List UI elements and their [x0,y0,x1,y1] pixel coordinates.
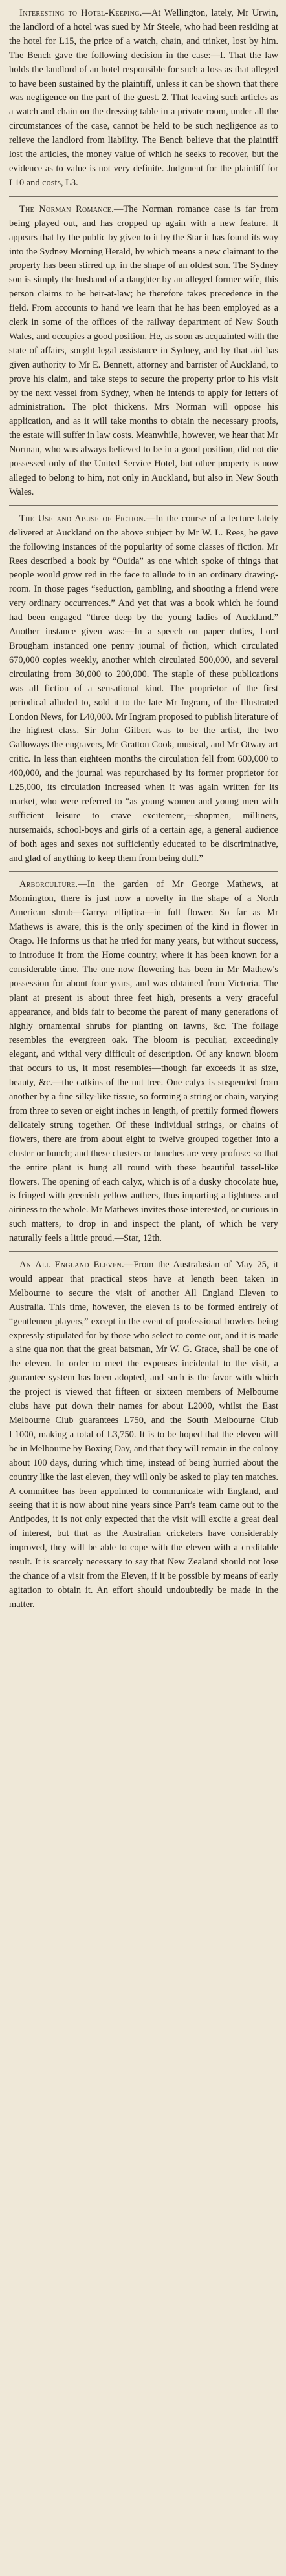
section-divider [9,196,278,197]
section-divider [9,871,278,872]
article-paragraph [9,512,278,866]
article-heading: Arborculture. [19,879,78,890]
article-norman-romance [9,203,278,500]
article-body: —In the garden of Mr George Mathews, at Mornington, there is just now a novelty in the shape of a North American shrub—Garrya elliptica—in full flower. So far as Mr Mathews is aware, this is the only specimen of the kind in flower in Otago. He informs us that he tried for many years, but without success, to introduce it from the Home country, where it has been known for a considerable time. The one now flowering has been in Mr Mathew's possession for about four years, and was obtained from Victoria. The plant at present is about three feet high, presents a very graceful appearance, and bids fair to become the parent of many generations of highly ornamental shrubs for planting on lawns, &c. The foliage resembles the evergreen oak. The bloom is peculiar, exceedingly elegant, and withal very difficult of description. Of any known bloom that occurs to us, it most resembles—though far exceeds it as size, beauty, &c.—the catkins of the nut tree. One calyx is suspended from another by a fine silky-like tissue, so forming a string or chain, varying from three to seven or eight inches in length, of prettily formed flowers delicately strung together. Of these individual strings, or chains of flowers, there are from about eight to twelve grouped together into a cluster or bunch; and these clusters or bunches are very profuse: so that the entire plant is hung all round with these beautiful tassel-like flowers. The opening of each calyx, which is of a dusky chocolate hue, is fringed with greenish yellow anthers, thus imparting a lightness and airiness to the whole. Mr Mathews invites those interested, or curious in such matters, to drop in and inspect the plant, of which he very naturally feels a little proud.—Star, 12th. [9,879,278,1244]
article-body: —The Norman romance case is far from being played out, and has cropped up again with a new feature. It appears that by the public by given to it by the Star it has found its way into the Sydney Morning Herald, by which means a new claimant to the property has been stirred up, in the shape of an oldest son. The Sydney son is simply the husband of a daughter by an alleged former wife, this person claims to be heir-at-law; he therefore takes precedence in the field. From accounts to hand we learn that he has been employed as a clerk in some of the offices of the railway department of New South Wales, and occupies a good position. He, as soon as acquainted with the state of affairs, sought legal assistance in Sydney, and by that aid has given authority to Mr E. Bennett, attorney and barrister of Auckland, to prove his claim, and take steps to secure the property prior to his visit by the next vessel from Sydney, when he intends to apply for letters of administration. The plot thickens. Mrs Norman will oppose his application, and as it will take months to obtain the necessary proofs, the estate will suffer in law costs. Meanwhile, however, we hear that Mr Norman, who was always believed to be in a good position, did not die possessed only of the United Service Hotel, but other property is now alleged to belong to him, not only in Auckland, but also in New South Wales. [9,203,278,497]
article-hotel-keeping [9,6,278,191]
article-paragraph [9,1258,278,1612]
article-all-england-eleven [9,1258,278,1612]
article-body: —In the course of a lecture lately delivered at Auckland on the above subject by Mr W. L. Rees, he gave the following instances of the popularity of some classes of fiction. Mr Rees described a book by “Ouida” as one which spoke of things that people would grow red in the face to allude to in an ordinary drawing-room. In those pages “seduction, gambling, and shooting a friend were very ordinary occurrences.” And yet that was a book which he found had been engaged “three deep by the young ladies of Auckland.” Another instance given was:—In a speech on paper duties, Lord Brougham instanced one penny journal of fiction, which circulated 670,000 copies weekly, another which circulated 500,000, and several circulating from 30,000 to 200,000. The staple of these publications was all fiction of a sensational kind. The proprietor of the first periodical alluded to, sold it to the late Mr Ingram, of the Illustrated London News, for L40,000. Mr Ingram proposed to publish literature of the highest class. Sir John Gilbert was to be the artist, the two Galloways the engravers, Mr Gratton Cook, musical, and Mr Otway art critic. In less than eighteen months the circulation fell from 600,000 to 400,000, and the journal was repurchased by its former proprietor for L25,000, its circulation increased when it was again written for its market, who were referred to “as young women and young men with sufficient leisure to crave excitement,—shopmen, milliners, nursemaids, school-boys and girls of a certain age, a general audience of both ages and sexes not sufficiently educated to be discriminative, and glad of anything to keep them from being dull.” [9,513,278,864]
article-body: —At Wellington, lately, Mr Urwin, the landlord of a hotel was sued by Mr Steele, who had been residing at the hotel for L15, the price of a watch, chain, and trinket, lost by him. The Bench gave the following decision in the case:—I. That the law holds the landlord of an hotel responsible for such a loss as that alleged to have been sustained by the plaintiff, unless it can be shown that there was negligence on the part of the guest. 2. That leaving such articles as a watch and chain on the dressing table in a private room, under all the circumstances of the case, cannot be held to be such negligence as to relieve the landlord from liability. The Bench believe that the plaintiff lost the articles, the money value of which he seeks to recover, but the evidence as to value is not very definite. Judgment for the plaintiff for L10 and costs, L3. [9,8,278,188]
section-divider [9,505,278,506]
article-heading: The Norman Romance. [19,203,115,214]
article-paragraph [9,6,278,191]
article-heading: Interesting to Hotel-Keeping. [19,8,142,18]
article-body: —From the Australasian of May 25, it would appear that practical steps have at length been taken in Melbourne to secure the visit of another All England Eleven to Australia. This time, however, the eleven is to be formed entirely of “gentlemen players,” except in the event of professional bowlers being expressly stipulated for by those who select to come out, and it is made a sine qua non that the great batsman, Mr W. G. Grace, shall be one of the eleven. In order to meet the expenses incidental to the visit, a guarantee system has been adopted, and such is the favor with which the project is viewed that fifteen or sixteen members of Melbourne clubs have put down their names for about L2000, whilst the East Melbourne Club guarantees L750, and the South Melbourne Club L1000, making a total of L3,750. It is to be hoped that the eleven will be in Melbourne by Boxing Day, and that they will remain in the colony about 100 days, during which time, instead of being hurried about the country like the last eleven, they will only be asked to play ten matches. A committee has been appointed to communicate with England, and seeing that it is now about nine years since Parr's team came out to the Antipodes, it is not only expected that the visit will excite a great deal of interest, but that as the Australian cricketers have considerably improved, they will be able to cope with the eleven with a creditable result. It is scarcely necessary to say that New Zealand should not lose the chance of a visit from the Eleven, if it be possible by means of early agitation to obtain it. An effort should undoubtedly be made in the matter. [9,1260,278,1610]
article-heading: An All England Eleven. [19,1260,124,1271]
article-paragraph [9,203,278,500]
article-heading: The Use and Abuse of Fiction. [19,513,146,524]
article-arborculture [9,878,278,1246]
section-divider [9,1251,278,1252]
article-use-abuse-fiction [9,512,278,866]
article-paragraph [9,878,278,1246]
